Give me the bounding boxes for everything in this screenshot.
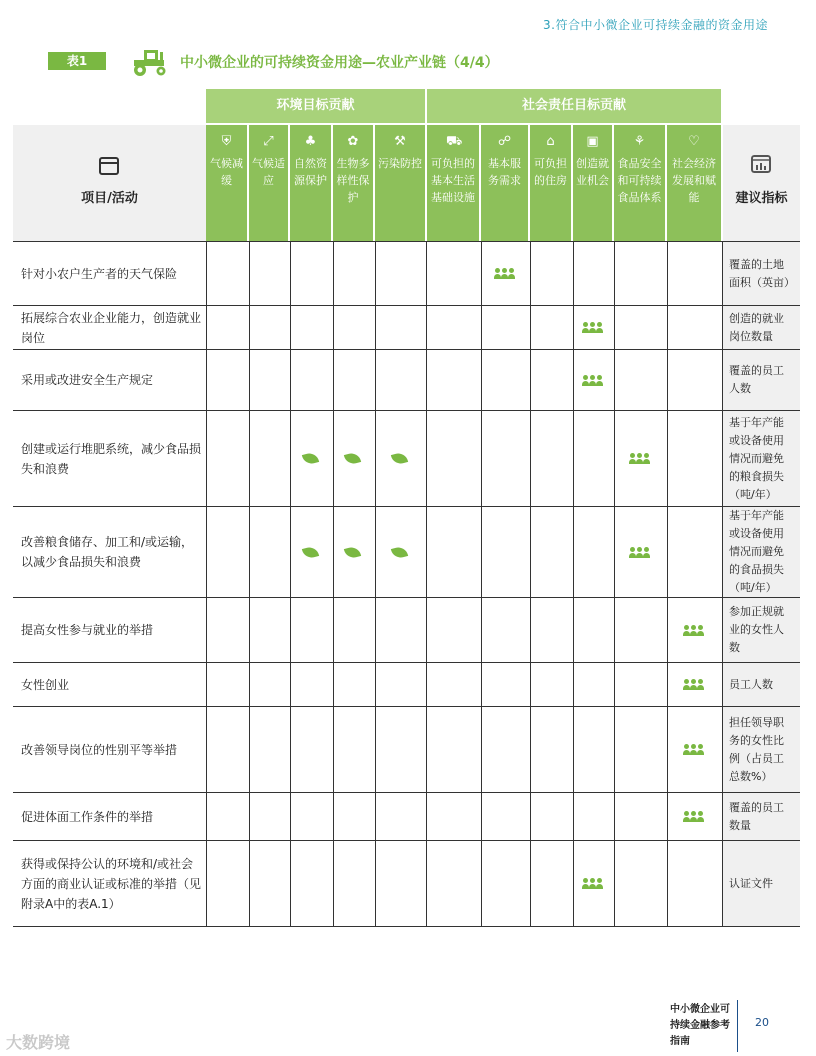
activity-text: 提高女性参与就业的举措: [21, 623, 154, 637]
column-header-label: 可负担的基本生活基础设施: [431, 157, 475, 204]
table-row: [13, 241, 800, 305]
people-icon: [683, 744, 705, 756]
activity-cell: [21, 663, 203, 706]
column-header-label: 气候减缓: [210, 157, 243, 187]
indicator-cell: [723, 507, 800, 597]
indicator-cell: [723, 663, 800, 706]
activity-cell: [21, 841, 203, 926]
column-divider: [426, 241, 427, 927]
people-icon: [683, 625, 705, 637]
column-header-11: [667, 125, 721, 241]
footer-divider: [737, 1000, 738, 1052]
indicator-cell: [723, 793, 800, 840]
table-row: [13, 792, 800, 840]
sustainable-funds-table: [13, 89, 800, 927]
column-header-2: [249, 125, 288, 241]
column-divider: [573, 241, 574, 927]
table-title-row: [48, 46, 768, 78]
column-header-10: [614, 125, 665, 241]
column-divider: [481, 241, 482, 927]
briefcase-icon: ▣: [586, 134, 599, 149]
column-header-1: [206, 125, 247, 241]
chart-icon: [751, 155, 771, 173]
leaf-icon: [392, 453, 407, 464]
people-icon: [582, 878, 604, 890]
activity-text: 针对小农户生产者的天气保险: [21, 266, 178, 281]
table-row: [13, 662, 800, 706]
indicator-text: 认证文件: [729, 876, 773, 890]
activity-text: 创建或运行堆肥系统，减少食品损失和浪费: [21, 441, 202, 476]
watermark-text: 大数跨境: [6, 1033, 71, 1052]
table-row: [13, 706, 800, 792]
table-row: [13, 597, 800, 662]
column-divider: [530, 241, 531, 927]
table-row: [13, 349, 800, 410]
column-divider: [290, 241, 291, 927]
tree-icon: ♣: [304, 134, 317, 149]
activity-cell: [21, 411, 203, 506]
activity-text: 采用或改进安全生产规定: [21, 373, 154, 387]
column-header-label: 食品安全和可持续食品体系: [617, 157, 662, 204]
group-header-environment: 环境目标贡献: [206, 89, 425, 123]
section-header: 3.符合中小微企业可持续金融的资金用途: [543, 18, 768, 32]
indicator-cell: [723, 306, 800, 349]
column-header-6: [427, 125, 479, 241]
column-header-label: 社会经济发展和赋能: [672, 157, 716, 204]
indicator-text: 基于年产能或设备使用情况而避免的食品损失（吨/年）: [729, 509, 784, 594]
leaf-icon: [303, 547, 318, 558]
column-divider: [722, 241, 723, 927]
factory-icon: ⚒: [394, 134, 406, 149]
people-icon: [683, 679, 705, 691]
activity-text: 促进体面工作条件的举措: [21, 809, 154, 824]
activity-cell: [21, 350, 203, 410]
column-divider: [249, 241, 250, 927]
indicator-text: 参加正规就业的女性人数: [729, 605, 784, 654]
leaf-icon: [392, 547, 407, 558]
indicator-cell: [723, 841, 800, 926]
people-icon: [629, 453, 651, 465]
column-header-label: 污染防控: [378, 157, 422, 170]
service-icon: ☍: [497, 134, 512, 149]
flower-icon: ✿: [347, 134, 359, 149]
indicator-text: 担任领导职务的女性比例（占员工总数%）: [729, 715, 784, 783]
activity-header-label: 项目/活动: [81, 191, 138, 206]
leaf-icon: [345, 547, 360, 558]
activity-cell: [21, 242, 203, 305]
column-header-label: 自然资源保护: [294, 157, 327, 187]
column-divider: [375, 241, 376, 927]
table-row: [13, 840, 800, 926]
column-header-label: 基本服务需求: [488, 157, 521, 187]
indicator-text: 创造的就业岗位数量: [729, 311, 784, 343]
shield-icon: ⛨: [221, 134, 232, 149]
activity-cell: [21, 707, 203, 792]
indicator-cell: [723, 707, 800, 792]
tractor-icon: [130, 46, 170, 76]
people-icon: [683, 811, 705, 823]
indicator-cell: [723, 411, 800, 506]
column-divider: [667, 241, 668, 927]
people-icon: [494, 268, 516, 280]
table-tag: 表1: [48, 52, 106, 70]
activity-text: 改善领导岗位的性别平等举措: [21, 742, 178, 757]
column-header-label: 生物多样性保护: [336, 157, 370, 204]
group-header-social: 社会责任目标贡献: [427, 89, 721, 123]
activity-cell: [21, 598, 203, 662]
people-icon: [629, 547, 651, 559]
column-divider: [206, 241, 207, 927]
column-header-3: [290, 125, 331, 241]
indicator-text: 基于年产能或设备使用情况而避免的粮食损失（吨/年）: [729, 415, 784, 501]
column-divider: [614, 241, 615, 927]
indicator-text: 员工人数: [729, 677, 773, 691]
activity-column-header: [13, 125, 206, 241]
activity-text: 获得或保持公认的环境和/或社会方面的商业认证或标准的举措（见附录A中的表A.1）: [21, 856, 202, 911]
column-header-8: [530, 125, 571, 241]
table-row: [13, 506, 800, 597]
heart-icon: ♡: [688, 134, 700, 149]
people-icon: [582, 375, 604, 387]
indicator-column-header: [723, 125, 800, 241]
leaf-icon: [345, 453, 360, 464]
indicator-cell: [723, 350, 800, 410]
table-row: [13, 305, 800, 349]
activity-cell: [21, 793, 203, 840]
wheat-icon: ⚘: [633, 134, 646, 149]
expand-icon: ⤢: [263, 134, 274, 149]
indicator-text: 覆盖的土地面积（英亩）: [729, 257, 795, 289]
column-header-5: [375, 125, 425, 241]
table-title: 中小微企业的可持续资金用途—农业产业链（4/4）: [180, 55, 499, 71]
road-icon: ⛟: [446, 134, 463, 149]
column-header-label: 可负担的住房: [534, 157, 567, 187]
table-bottom-border: [13, 926, 800, 927]
indicator-text: 覆盖的员工数量: [729, 800, 784, 832]
column-header-4: [333, 125, 373, 241]
project-icon: [99, 157, 119, 175]
indicator-cell: [723, 598, 800, 662]
indicator-text: 覆盖的员工人数: [729, 364, 784, 395]
people-icon: [582, 322, 604, 334]
page-number: 20: [755, 1016, 769, 1029]
column-divider: [333, 241, 334, 927]
activity-text: 女性创业: [21, 677, 70, 692]
column-header-label: 创造就业机会: [576, 157, 609, 187]
house-icon: ⌂: [546, 134, 555, 149]
leaf-icon: [303, 453, 318, 464]
column-header-9: [573, 125, 612, 241]
column-header-7: [481, 125, 528, 241]
activity-text: 拓展综合农业企业能力，创造就业岗位: [21, 310, 202, 345]
footer-book-title: 中小微企业可持续金融参考指南: [670, 1004, 730, 1047]
activity-text: 改善粮食储存、加工和/或运输，以减少食品损失和浪费: [21, 535, 194, 569]
activity-cell: [21, 306, 203, 349]
column-header-label: 气候适应: [252, 157, 285, 187]
table-row: [13, 410, 800, 506]
indicator-header-label: 建议指标: [735, 191, 788, 206]
activity-cell: [21, 507, 203, 597]
indicator-cell: [723, 242, 800, 305]
